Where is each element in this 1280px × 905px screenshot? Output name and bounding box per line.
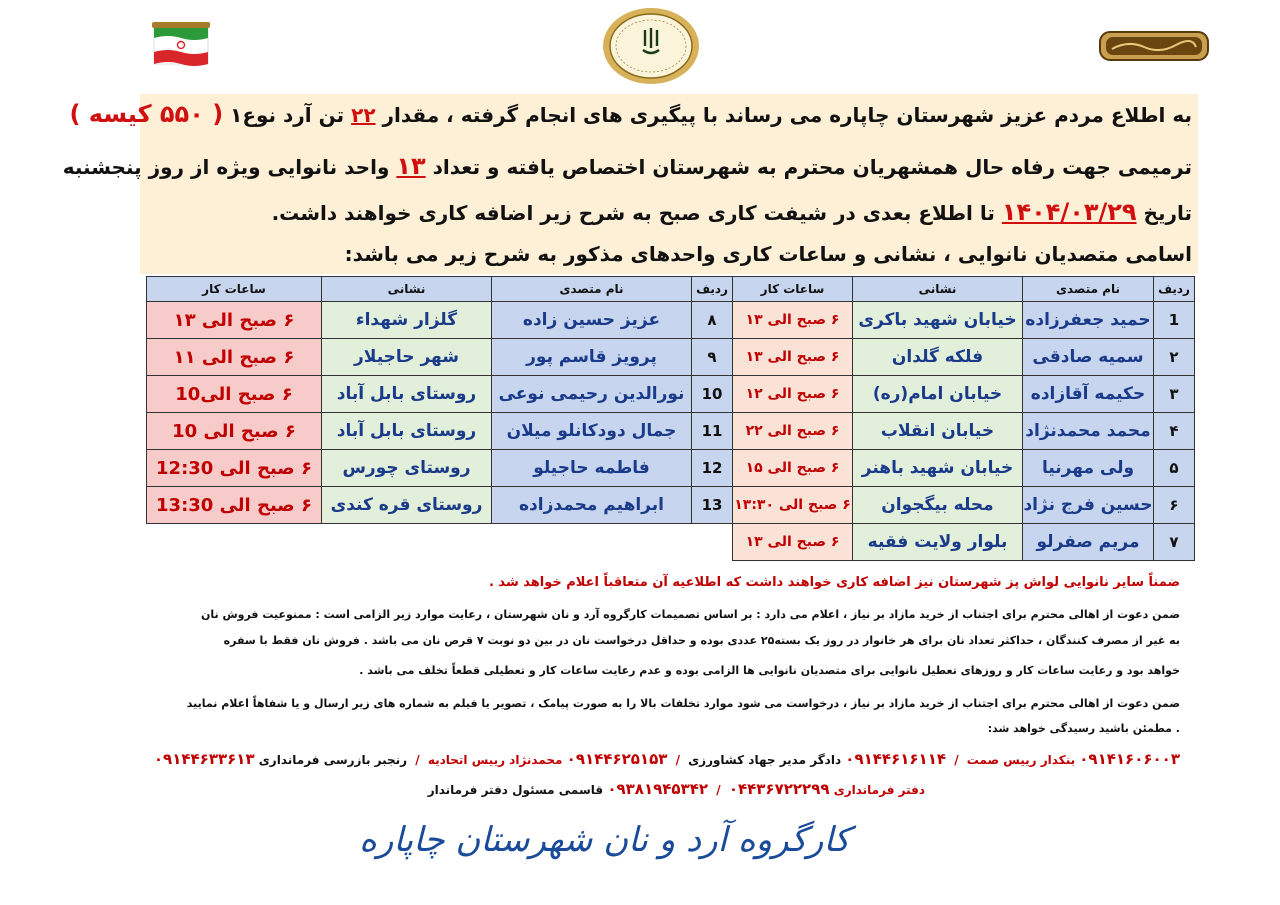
table-row (147, 413, 1195, 450)
table-row (147, 302, 1195, 339)
bakery-hours: ۶ صبح الی ۱۲ (733, 376, 853, 413)
header-row-number: ردیف (1154, 277, 1195, 302)
table-header-row (147, 277, 1195, 302)
phone-number: ۰۹۱۴۱۶۰۶۰۰۳ (1079, 750, 1180, 768)
bakery-owner: حمید جعفرزاده (1023, 302, 1154, 339)
bakery-address: روستای بابل آباد (322, 413, 492, 450)
bakery-address: روستای چورس (322, 450, 492, 487)
contact-name: محمدنژاد رییس اتحادیه (427, 753, 563, 767)
rules-text-1: ضمن دعوت از اهالی محترم برای اجتناب از خرید مازاد بر نیاز ، اعلام می دارد : بر اساس تصمیمات کارگروه آرد و نان شهرستان ، رعایت موارد زیر الزامی است : ممنوعیت فروش نان (200, 608, 1180, 621)
announcement-line-3 (272, 198, 1192, 226)
bakery-owner: سمیه صادقی (1023, 339, 1154, 376)
bakery-owner: عزیز حسین زاده (492, 302, 692, 339)
separator: / (415, 753, 420, 767)
row-number: ۲ (1154, 339, 1195, 376)
bakery-hours: ۶ صبح الی 12:30 (147, 450, 322, 487)
phone-number: ۰۹۱۴۴۶۱۶۱۱۴ (845, 750, 947, 768)
phone-number: ۰۹۳۸۱۹۴۵۳۴۲ (607, 780, 709, 798)
header-row-number: ردیف (692, 277, 733, 302)
bakery-hours: ۶ صبح الی ۱۳:۳۰ (733, 487, 853, 524)
bakery-hours: ۶ صبح الی ۱۱ (147, 339, 322, 376)
contact-name: قاسمی مسئول دفتر فرماندار (427, 783, 604, 797)
announcement-line-2 (63, 152, 1192, 180)
header-address: نشانی (853, 277, 1023, 302)
contact-name: بنکدار رییس صمت (966, 753, 1076, 767)
bakery-address: خیابان امام(ره) (853, 376, 1023, 413)
bakery-address: خیابان انقلاب (853, 413, 1023, 450)
flour-bags: ( ۵۵۰ کیسه ) (69, 100, 224, 128)
header-hours: ساعات کار (147, 277, 322, 302)
bakery-hours: ۶ صبح الی ۱۵ (733, 450, 853, 487)
bakery-address: فلکه گلدان (853, 339, 1023, 376)
bakery-hours: ۶ صبح الی ۱۳ (733, 302, 853, 339)
bakery-address: بلوار ولایت فقیه (853, 524, 1023, 561)
bakery-hours: ۶ صبح الی 10 (147, 413, 322, 450)
ornamental-badge-icon (1098, 30, 1210, 62)
iran-emblem-seal-icon (601, 6, 701, 86)
bakery-owner: ابراهیم محمدزاده (492, 487, 692, 524)
contacts-line-2 (428, 780, 925, 798)
bakery-hours: ۶ صبح الی ۲۲ (733, 413, 853, 450)
announcement-text: تا اطلاع بعدی در شیفت کاری صبح به شرح زیر اضافه کاری خواهند داشت. (271, 201, 995, 225)
bakery-address: گلزار شهداء (322, 302, 492, 339)
bakery-owner: مریم صفرلو (1023, 524, 1154, 561)
bakery-address: خیابان شهید باکری (853, 302, 1023, 339)
phone-number: ۰۴۴۳۶۷۲۲۲۹۹ (728, 780, 830, 798)
bakery-hours: ۶ صبح الی ۱۳ (733, 339, 853, 376)
header-name: نام متصدی (492, 277, 692, 302)
table-row (147, 524, 1195, 561)
separator: / (954, 753, 959, 767)
contact-name: رنجبر بازرسی فرمانداری (258, 753, 408, 767)
bakeries-table (146, 276, 1195, 561)
report-text-2: . مطمئن باشید رسیدگی خواهد شد: (987, 722, 1180, 735)
rules-text-2: به غیر از مصرف کنندگان ، حداکثر تعداد نان برای هر خانوار در روز یک بسته۲۵ عددی بوده و حداقل درخواست نان در بین دو نوبت ۷ قرص نان می باشد . فروش نان فقط با سفره (223, 634, 1180, 647)
announcement-text: ترمیمی جهت رفاه حال همشهریان محترم به شهرستان اختصاص یافته و تعداد (432, 155, 1192, 179)
announcement-text: تن آرد نوع۱ (230, 103, 345, 127)
report-text-1: ضمن دعوت از اهالی محترم برای اجتناب از خرید مازاد بر نیاز ، درخواست می شود موارد تخلفات بالا را به صورت پیامک ، تصویر یا فیلم به شماره های زیر ارسال و یا شفاهاً اعلام نمایید (186, 697, 1180, 710)
announcement-line-4: اسامی متصدیان نانوایی ، نشانی و ساعات کاری واحدهای مذکور به شرح زیر می باشد: (344, 242, 1192, 266)
row-number: 13 (692, 487, 733, 524)
bakery-owner: فاطمه حاجیلو (492, 450, 692, 487)
bakery-address: خیابان شهید باهنر (853, 450, 1023, 487)
table-row (147, 487, 1195, 524)
bakery-address: روستای بابل آباد (322, 376, 492, 413)
bakery-address: روستای قره کندی (322, 487, 492, 524)
bakery-address: محله بیگجوان (853, 487, 1023, 524)
bakery-owner: حکیمه آقازاده (1023, 376, 1154, 413)
separator: / (675, 753, 680, 767)
contacts-line-1 (154, 750, 1180, 768)
row-number: ۸ (692, 302, 733, 339)
contact-name: دفتر فرمانداری (833, 783, 925, 797)
bakery-hours: ۶ صبح الی 13:30 (147, 487, 322, 524)
announcement-text: به اطلاع مردم عزیز شهرستان چاپاره می رساند با پیگیری های انجام گرفته ، مقدار (382, 103, 1192, 127)
header-name: نام متصدی (1023, 277, 1154, 302)
phone-number: ۰۹۱۴۴۶۳۳۶۱۳ (153, 750, 255, 768)
bakery-owner: نورالدین رحیمی نوعی (492, 376, 692, 413)
header-address: نشانی (322, 277, 492, 302)
iran-flag-icon (150, 18, 212, 70)
phone-number: ۰۹۱۴۴۶۲۵۱۵۳ (566, 750, 668, 768)
bakery-hours: ۶ صبح الی10 (147, 376, 322, 413)
row-number: 10 (692, 376, 733, 413)
row-number: 12 (692, 450, 733, 487)
signature: کارگروه آرد و نان شهرستان چاپاره (359, 820, 850, 860)
row-number: 11 (692, 413, 733, 450)
row-number: ۵ (1154, 450, 1195, 487)
table-row (147, 339, 1195, 376)
contact-name: دادگر مدیر جهاد کشاورزی (688, 753, 842, 767)
flour-quantity: ۲۲ (351, 103, 376, 127)
row-number: ۷ (1154, 524, 1195, 561)
bakery-owner: حسین فرج نژاد (1023, 487, 1154, 524)
bakery-owner: ولی مهرنیا (1023, 450, 1154, 487)
lavash-notice: ضمناً سایر نانوایی لواش پز شهرستان نیز اضافه کاری خواهند داشت که اطلاعیه آن متعاقباً اعلام خواهد شد . (488, 575, 1180, 590)
header-hours: ساعات کار (733, 277, 853, 302)
announcement-text: تاریخ (1143, 201, 1192, 225)
start-date: ۱۴۰۴/۰۳/۲۹ (1001, 198, 1137, 226)
row-number: ۹ (692, 339, 733, 376)
bakery-address: شهر حاجیلار (322, 339, 492, 376)
table-row (147, 376, 1195, 413)
row-number: 1 (1154, 302, 1195, 339)
bakery-hours: ۶ صبح الی ۱۳ (147, 302, 322, 339)
rules-text-3: خواهد بود و رعایت ساعات کار و روزهای تعطیل نانوایی برای متصدیان نانوایی ها الزامی بوده و عدم رعایت ساعات کار و تعطیلی قطعاً تخلف می باشد . (359, 664, 1180, 677)
announcement-text: واحد نانوایی ویژه از روز پنجشنبه (62, 155, 390, 179)
bakery-owner: محمد محمدنژاد (1023, 413, 1154, 450)
empty-cell (147, 524, 733, 561)
separator: / (716, 783, 721, 797)
row-number: ۴ (1154, 413, 1195, 450)
bakery-owner: جمال دودکانلو میلان (492, 413, 692, 450)
table-row (147, 450, 1195, 487)
bakery-hours: ۶ صبح الی ۱۳ (733, 524, 853, 561)
announcement-line-1 (69, 100, 1192, 128)
bakery-count: ۱۳ (396, 152, 426, 180)
bakery-owner: پرویز قاسم پور (492, 339, 692, 376)
row-number: ۶ (1154, 487, 1195, 524)
row-number: ۳ (1154, 376, 1195, 413)
